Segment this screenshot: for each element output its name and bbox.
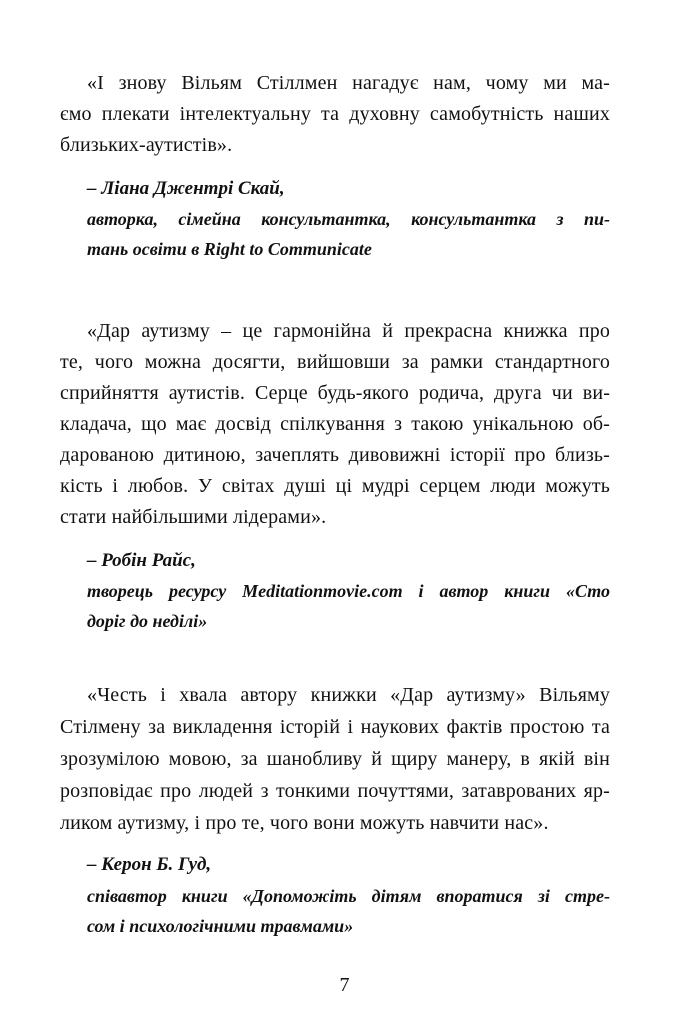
quote-line: Стілмену за викладення історій і наукових фактів простою та	[60, 716, 610, 738]
quote-author-role: авторка, сімейна консультантка, консультантка з пи-	[87, 209, 610, 229]
quote-author-role: співавтор книги «Допоможіть дітям впоратися зі стре-	[87, 886, 610, 906]
quote-author-role: творець ресурсу Meditationmovie.com і автор книги «Сто	[87, 581, 610, 601]
quote-line: «Дар аутизму – це гармонійна й прекрасна книжка про	[87, 320, 610, 342]
quote-line: зрозумілою мовою, за шанобливу й щиру манеру, в якій він	[60, 748, 610, 770]
quote-author-role: доріг до неділі»	[87, 611, 208, 631]
quote-author-role: сом і психологічними травмами»	[87, 916, 354, 936]
quote-author: – Робін Райс,	[87, 550, 196, 571]
quote-author-role: тань освіти в Right to Communicate	[87, 239, 372, 259]
quote-line: стати найбільшими лідерами».	[60, 506, 327, 528]
quote-author: – Ліана Джентрі Скай,	[87, 178, 285, 199]
quote-line: близьких-аутистів».	[60, 134, 233, 156]
quote-line: ликом аутизму, і про те, чого вони можуть навчити нас».	[60, 812, 549, 834]
quote-line: «І знову Вільям Стіллмен нагадує нам, чому ми ма-	[87, 72, 610, 94]
quote-line: те, чого можна досягти, вийшовши за рамки стандартного	[60, 351, 610, 373]
quote-line: «Честь і хвала автору книжки «Дар аутизму» Вільяму	[87, 684, 610, 706]
quote-line: розповідає про людей з тонкими почуттями, затаврованих яр-	[60, 780, 610, 802]
page-number: 7	[339, 974, 350, 996]
quote-line: сприйняття аутистів. Серце будь-якого родича, друга чи ви-	[60, 382, 610, 404]
quote-author: – Керон Б. Гуд,	[87, 854, 212, 875]
quote-line: ємо плекати інтелектуальну та духовну самобутність наших	[60, 103, 610, 125]
quote-line: дарованою дитиною, зачеплять дивовижні історії про близь-	[60, 444, 610, 466]
quote-line: кість і любов. У світах душі ці мудрі серцем люди можуть	[60, 475, 610, 497]
quote-line: кладача, що має досвід спілкування з такою унікальною об-	[60, 413, 610, 435]
